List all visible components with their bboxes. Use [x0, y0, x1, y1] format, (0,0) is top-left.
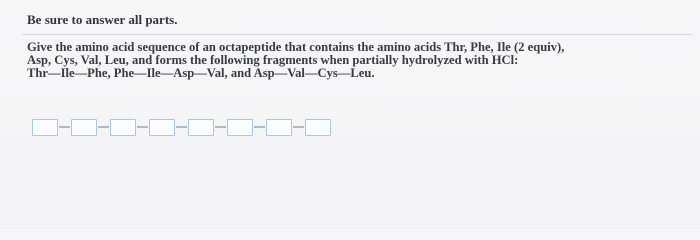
- answer-slot-8[interactable]: [305, 119, 331, 136]
- answer-slot-2[interactable]: [71, 119, 97, 136]
- divider: [22, 34, 692, 35]
- peptide-bond-dash: [215, 126, 226, 128]
- answer-slot-4[interactable]: [149, 119, 175, 136]
- answer-slot-6[interactable]: [227, 119, 253, 136]
- answer-slot-7[interactable]: [266, 119, 292, 136]
- peptide-bond-dash: [293, 126, 304, 128]
- peptide-bond-dash: [98, 126, 109, 128]
- peptide-bond-dash: [254, 126, 265, 128]
- peptide-bond-dash: [137, 126, 148, 128]
- peptide-bond-dash: [59, 126, 70, 128]
- answer-slot-3[interactable]: [110, 119, 136, 136]
- question-line-3: Thr—Ile—Phe, Phe—Ile—Asp—Val, and Asp—Val—Cys—Leu.: [27, 66, 375, 81]
- answer-slot-5[interactable]: [188, 119, 214, 136]
- instruction-text: Be sure to answer all parts.: [27, 12, 178, 27]
- answer-slot-1[interactable]: [32, 119, 58, 136]
- sequence-answer-row: [32, 116, 331, 138]
- question-text: [27, 41, 695, 81]
- question-line-2: Asp, Cys, Val, Leu, and forms the following fragments when partially hydrolyzed with HCl:: [27, 53, 519, 68]
- peptide-bond-dash: [176, 126, 187, 128]
- question-line-1: Give the amino acid sequence of an octapeptide that contains the amino acids Thr, Phe, Ile (2 equiv),: [27, 40, 565, 54]
